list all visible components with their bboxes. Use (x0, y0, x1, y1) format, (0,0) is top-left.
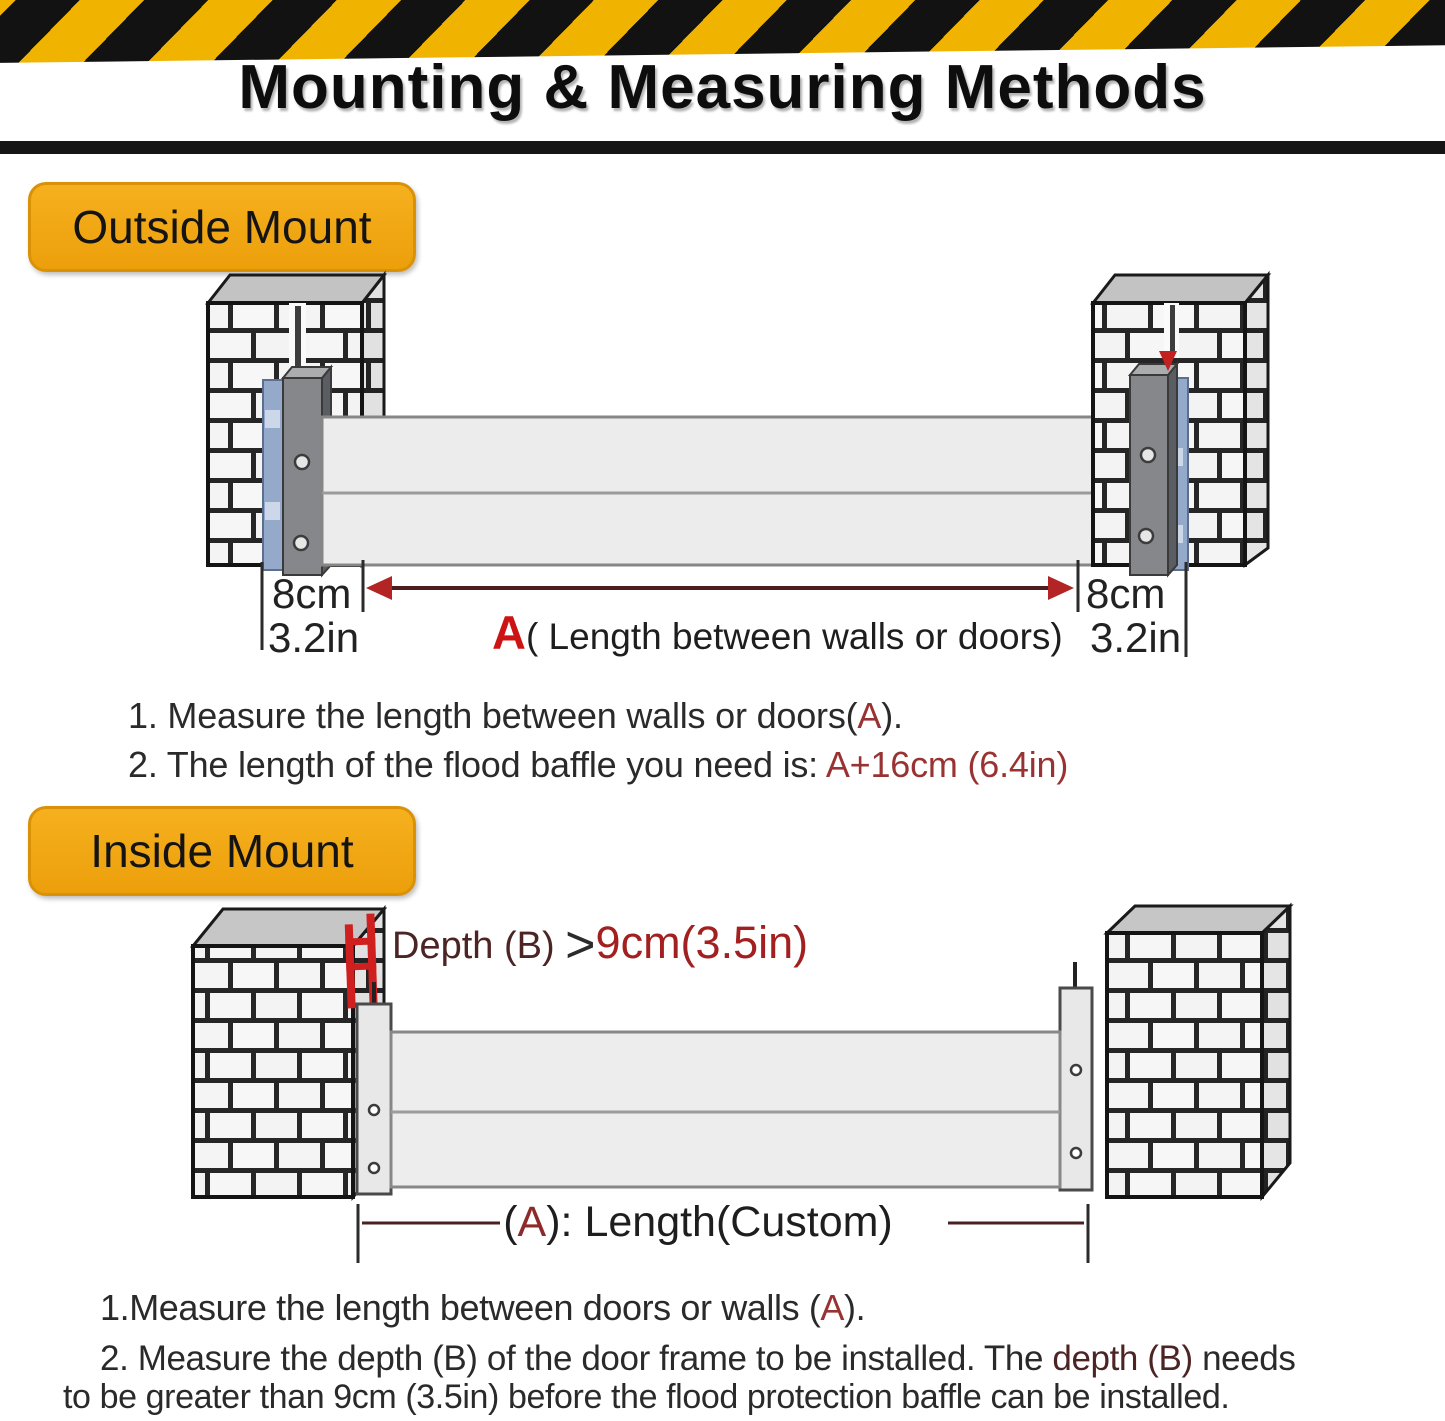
inside-step-1: 1.Measure the length between doors or walls (A). (100, 1287, 866, 1328)
length-a-symbol: A (492, 606, 526, 659)
channel-bar-left (357, 982, 391, 1194)
screw-icon (1139, 529, 1153, 543)
screw-icon (1071, 1148, 1081, 1158)
page-title: Mounting & Measuring Methods (238, 53, 1207, 122)
offset-right-cm-label: 8cm (1086, 570, 1166, 617)
channel-bar-right (1060, 962, 1092, 1190)
screw-icon (1071, 1065, 1081, 1075)
arrowhead-right-icon (1048, 576, 1074, 600)
depth-requirement-label: Depth (B) >9cm(3.5in) (392, 916, 809, 974)
length-between-walls-label: A( Length between walls or doors) (492, 606, 1063, 659)
offset-left-cm-label: 8cm (272, 570, 352, 617)
brick-pillar-left-inside (193, 909, 384, 1197)
arrowhead-left-icon (366, 576, 392, 600)
outside-step-2: 2. The length of the flood baffle you need is: A+16cm (6.4in) (128, 744, 1069, 785)
flood-barrier-panel-inside (391, 1032, 1060, 1187)
offset-right-in-label: 3.2in (1090, 614, 1182, 661)
inside-step-2-line1: 2. Measure the depth (B) of the door frame to be installed. The depth (B) needs (100, 1339, 1296, 1378)
offset-left-in-label: 3.2in (268, 614, 360, 661)
badge-outside-mount: Outside Mount (28, 182, 416, 272)
badge-inside-mount: Inside Mount (28, 806, 416, 896)
blue-seal-strip-left (263, 380, 283, 570)
custom-length-label: (A): Length(Custom) (503, 1198, 893, 1246)
inside-step-2-line2: to be greater than 9cm (3.5in) before the flood protection baffle can be installed. (63, 1378, 1230, 1416)
screw-icon (295, 455, 309, 469)
outside-step-1: 1. Measure the length between walls or doors(A). (128, 695, 903, 736)
screw-icon (369, 1105, 379, 1115)
brick-pillar-right-inside (1107, 906, 1290, 1197)
screw-icon (294, 536, 308, 550)
screw-icon (369, 1163, 379, 1173)
flood-barrier-panel-outside (322, 417, 1130, 565)
screw-icon (1141, 448, 1155, 462)
